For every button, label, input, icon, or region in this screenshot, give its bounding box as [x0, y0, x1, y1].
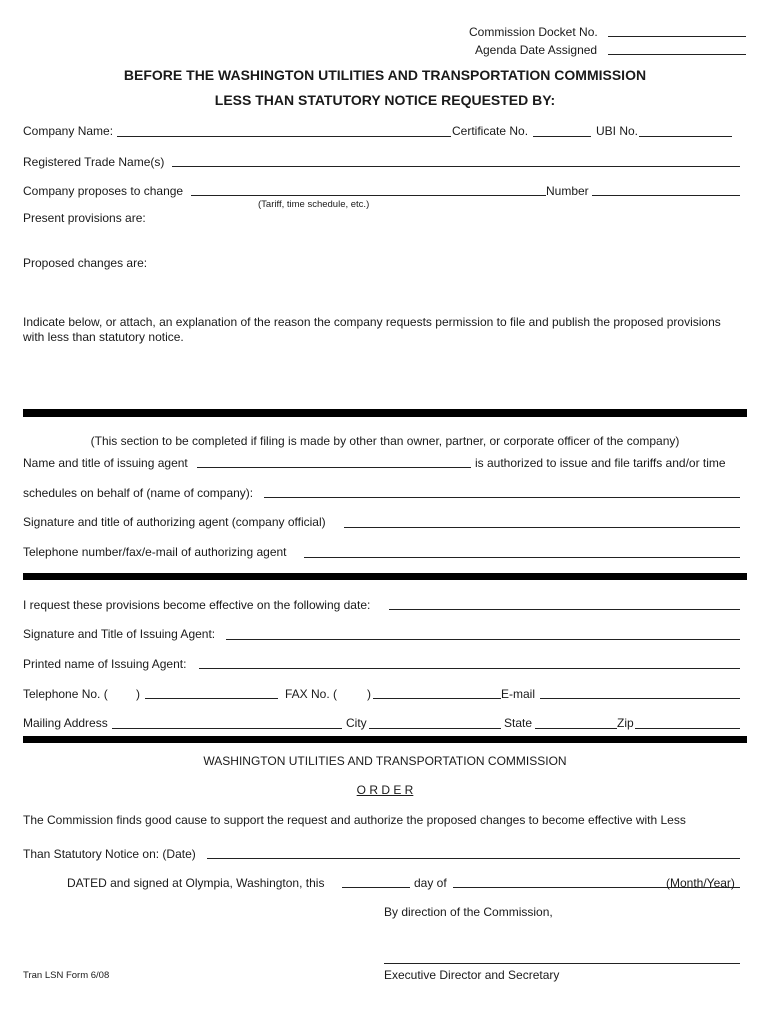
section-divider-1 — [23, 409, 747, 417]
number-label: Number — [546, 184, 589, 198]
statutory-date-label: Than Statutory Notice on: (Date) — [23, 847, 196, 861]
mailing-address-label: Mailing Address — [23, 716, 108, 730]
ubi-field[interactable] — [639, 136, 732, 137]
section-divider-2 — [23, 573, 747, 580]
email-field[interactable] — [540, 698, 740, 699]
telephone-field[interactable] — [145, 698, 278, 699]
authorized-text: is authorized to issue and file tariffs and/or time — [475, 456, 726, 470]
agent-section-note: (This section to be completed if filing is made by other than owner, partner, or corporate officer of the company) — [90, 434, 680, 448]
agenda-label: Agenda Date Assigned — [475, 43, 598, 57]
docket-field[interactable] — [608, 36, 746, 37]
fax-label: FAX No. ( — [285, 687, 338, 701]
agent-name-label: Name and title of issuing agent — [23, 456, 188, 470]
fax-field[interactable] — [373, 698, 501, 699]
explanation-instructions: Indicate below, or attach, an explanation of the reason the company requests permission to file and publish the proposed provisions with less than statutory notice. — [23, 315, 721, 344]
fax-paren: ) — [367, 687, 371, 701]
company-name-label: Company Name: — [23, 124, 114, 138]
issuing-signature-field[interactable] — [226, 639, 740, 640]
issuing-signature-label: Signature and Title of Issuing Agent: — [23, 627, 216, 641]
tariff-hint: (Tariff, time schedule, etc.) — [258, 199, 370, 210]
effective-date-label: I request these provisions become effective on the following date: — [23, 598, 371, 612]
state-label: State — [504, 716, 533, 730]
proposes-label: Company proposes to change — [23, 184, 184, 198]
ubi-label: UBI No. — [596, 124, 639, 138]
authorizing-signature-field[interactable] — [344, 527, 740, 528]
agent-name-field[interactable] — [197, 467, 471, 468]
executive-title: Executive Director and Secretary — [384, 968, 560, 982]
city-field[interactable] — [369, 728, 501, 729]
commission-finds-text: The Commission finds good cause to support the request and authorize the proposed changes to become effective with Less — [23, 813, 686, 827]
telephone-paren: ) — [136, 687, 140, 701]
authorizing-contact-field[interactable] — [304, 557, 740, 558]
statutory-date-field[interactable] — [207, 858, 740, 859]
certificate-label: Certificate No. — [452, 124, 529, 138]
month-year-label: (Month/Year) — [666, 876, 735, 890]
mailing-address-field[interactable] — [112, 728, 342, 729]
by-direction-text: By direction of the Commission, — [384, 905, 553, 919]
zip-label: Zip — [617, 716, 634, 730]
schedules-label: schedules on behalf of (name of company): — [23, 486, 254, 500]
agenda-field[interactable] — [608, 54, 746, 55]
certificate-field[interactable] — [533, 136, 591, 137]
schedules-company-field[interactable] — [264, 497, 740, 498]
order-heading: O R D E R — [356, 783, 414, 797]
docket-label: Commission Docket No. — [469, 25, 598, 39]
proposed-changes-label: Proposed changes are: — [23, 256, 148, 270]
email-label: E-mail — [501, 687, 536, 701]
authorizing-signature-label: Signature and title of authorizing agent (company official) — [23, 515, 326, 529]
form-title: BEFORE THE WASHINGTON UTILITIES AND TRANSPORTATION COMMISSION — [123, 67, 647, 83]
commission-heading: WASHINGTON UTILITIES AND TRANSPORTATION COMMISSION — [203, 754, 567, 768]
printed-name-label: Printed name of Issuing Agent: — [23, 657, 187, 671]
present-provisions-label: Present provisions are: — [23, 211, 146, 225]
printed-name-field[interactable] — [199, 668, 740, 669]
state-field[interactable] — [535, 728, 617, 729]
city-label: City — [346, 716, 367, 730]
proposes-field[interactable] — [191, 195, 546, 196]
number-field[interactable] — [592, 195, 740, 196]
section-divider-3 — [23, 736, 747, 743]
trade-names-field[interactable] — [172, 166, 740, 167]
executive-signature-field[interactable] — [384, 963, 740, 964]
zip-field[interactable] — [635, 728, 740, 729]
day-field[interactable] — [342, 887, 410, 888]
authorizing-contact-label: Telephone number/fax/e-mail of authorizing agent — [23, 545, 287, 559]
form-id: Tran LSN Form 6/08 — [23, 970, 110, 981]
company-name-field[interactable] — [117, 136, 451, 137]
form-subtitle: LESS THAN STATUTORY NOTICE REQUESTED BY: — [214, 92, 556, 108]
trade-names-label: Registered Trade Name(s) — [23, 155, 165, 169]
dated-label: DATED and signed at Olympia, Washington, this — [67, 876, 325, 890]
telephone-label: Telephone No. ( — [23, 687, 108, 701]
day-of-label: day of — [414, 876, 447, 890]
effective-date-field[interactable] — [389, 609, 740, 610]
